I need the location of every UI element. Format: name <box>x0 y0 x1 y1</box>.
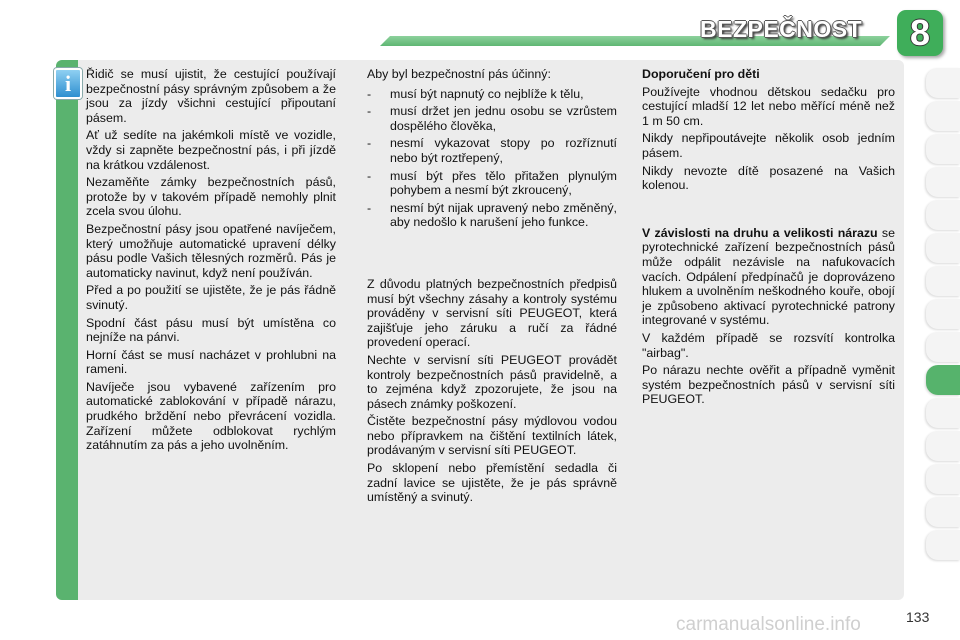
airbag-text: se pyrotechnické zařízení bezpečnostních pásů může odpálit nezávisle na nafukovacích vacích. Odpálení předpínačů je doprovázeno hlukem a uvolněním neškodného kouře, obojí je způsobeno aktivací pyrotechnické patrony integrované v systému. <box>642 225 895 328</box>
list-item: - nesmí být nijak upravený nebo změněný, aby nedošlo k narušení jeho funkce. <box>367 201 617 230</box>
spacer <box>367 233 617 277</box>
column-right <box>642 67 895 410</box>
paragraph: Bezpečnostní pásy jsou opatřené navíječem, který umožňuje automatické upravení délky pásu podle Vašich tělesných rozměrů. Pás je automaticky navinut, když není používán. <box>86 221 336 280</box>
chapter-tab[interactable] <box>926 101 960 131</box>
chapter-badge: 8 <box>897 10 943 56</box>
list-item: - musí držet jen jednu osobu se vzrůstem dospělého člověka, <box>367 104 617 133</box>
airbag-lead: V závislosti na druhu a velikosti nárazu <box>642 225 878 240</box>
chapter-tab[interactable] <box>926 167 960 197</box>
paragraph: Navíječe jsou vybavené zařízením pro automatické zablokování v případě nárazu, prudkého brždění nebo převrácení vozidla. Zařízení můžete odblokovat rychlým zatáhnutím za pás a jeho uvolněním. <box>86 379 336 453</box>
chapter-tab[interactable] <box>926 68 960 98</box>
chapter-tab[interactable] <box>926 299 960 329</box>
column-middle <box>367 67 617 508</box>
list-item: - nesmí vykazovat stopy po rozříznutí nebo být roztřepený, <box>367 136 617 165</box>
paragraph: Používejte vhodnou dětskou sedačku pro cestující mladší 12 let nebo měřící méně než 1 m 50 cm. <box>642 84 895 128</box>
conditions-intro: Aby byl bezpečnostní pás účinný: <box>367 67 551 81</box>
info-stripe <box>56 60 78 600</box>
chapter-tab[interactable] <box>926 200 960 230</box>
conditions-list <box>367 87 617 230</box>
paragraph: Nezaměňte zámky bezpečnostních pásů, protože by v takovém případě nemohly plnit zcela svou úlohu. <box>86 175 336 219</box>
chapter-tab[interactable] <box>926 530 960 560</box>
chapter-tab[interactable] <box>926 134 960 164</box>
paragraph: Ať už sedíte na jakémkoli místě ve vozidle, vždy si zapněte bezpečnostní pás, i při jízdě na krátkou vzdálenost. <box>86 128 336 172</box>
page-number: 133 <box>906 609 930 625</box>
paragraph: Po sklopení nebo přemístění sedadla či zadní lavice se ujistěte, že je pás správně umístěný a svinutý. <box>367 461 617 505</box>
chapter-tab[interactable] <box>926 266 960 296</box>
chapter-tab[interactable] <box>926 464 960 494</box>
paragraph: Nikdy nevozte dítě posazené na Vašich kolenou. <box>642 163 895 193</box>
chapter-tab[interactable] <box>926 233 960 263</box>
paragraph: Po nárazu nechte ověřit a případně vyměnit systém bezpečnostních pásů v servisní síti PEUGEOT. <box>642 363 895 407</box>
chapter-tabs <box>926 68 960 563</box>
chapter-tab[interactable] <box>926 332 960 362</box>
chapter-tab[interactable] <box>926 431 960 461</box>
chapter-tab[interactable] <box>926 497 960 527</box>
page-title: BEZPEČNOST <box>700 16 863 42</box>
paragraph: Čistěte bezpečnostní pásy mýdlovou vodou nebo přípravkem na čištění textilních látek, prodávaným v servisní síti PEUGEOT. <box>367 414 617 458</box>
paragraph: Před a po použití se ujistěte, že je pás řádně svinutý. <box>86 283 336 312</box>
paragraph: Řidič se musí ujistit, že cestující používají bezpečnostní pásy správným způsobem a že jsou za jízdy všichni cestující připoutaní pásem. <box>86 67 336 125</box>
spacer <box>642 196 895 226</box>
paragraph: V každém případě se rozsvítí kontrolka "airbag". <box>642 330 895 360</box>
column-left <box>86 67 336 456</box>
airbag-paragraph <box>642 226 895 328</box>
chapter-tab-active[interactable] <box>926 365 960 395</box>
paragraph: Spodní část pásu musí být umístěna co nejníže na pánvi. <box>86 315 336 345</box>
paragraph: Horní část se musí nacházet v prohlubni na rameni. <box>86 347 336 377</box>
list-item: - musí být přes tělo přitažen plynulým pohybem a nesmí být zkroucený, <box>367 169 617 198</box>
paragraph: Z důvodu platných bezpečnostních předpisů musí být všechny zásahy a kontroly systému prováděny v servisní síti PEUGEOT, která zajišťuje jeho záruku a ručí za řádné provedení operací. <box>367 276 617 350</box>
section-heading: Doporučení pro děti <box>642 67 760 81</box>
list-item: - musí být napnutý co nejblíže k tělu, <box>367 87 617 102</box>
chapter-tab[interactable] <box>926 398 960 428</box>
paragraph: Nechte v servisní síti PEUGEOT provádět kontroly bezpečnostních pásů pravidelně, a to zejména když zpozorujete, že jsou na pásech známky poškození. <box>367 352 617 411</box>
info-icon: i <box>54 68 82 99</box>
watermark: carmanualsonline.info <box>676 614 861 635</box>
paragraph: Nikdy nepřipoutávejte několik osob jedním pásem. <box>642 131 895 160</box>
